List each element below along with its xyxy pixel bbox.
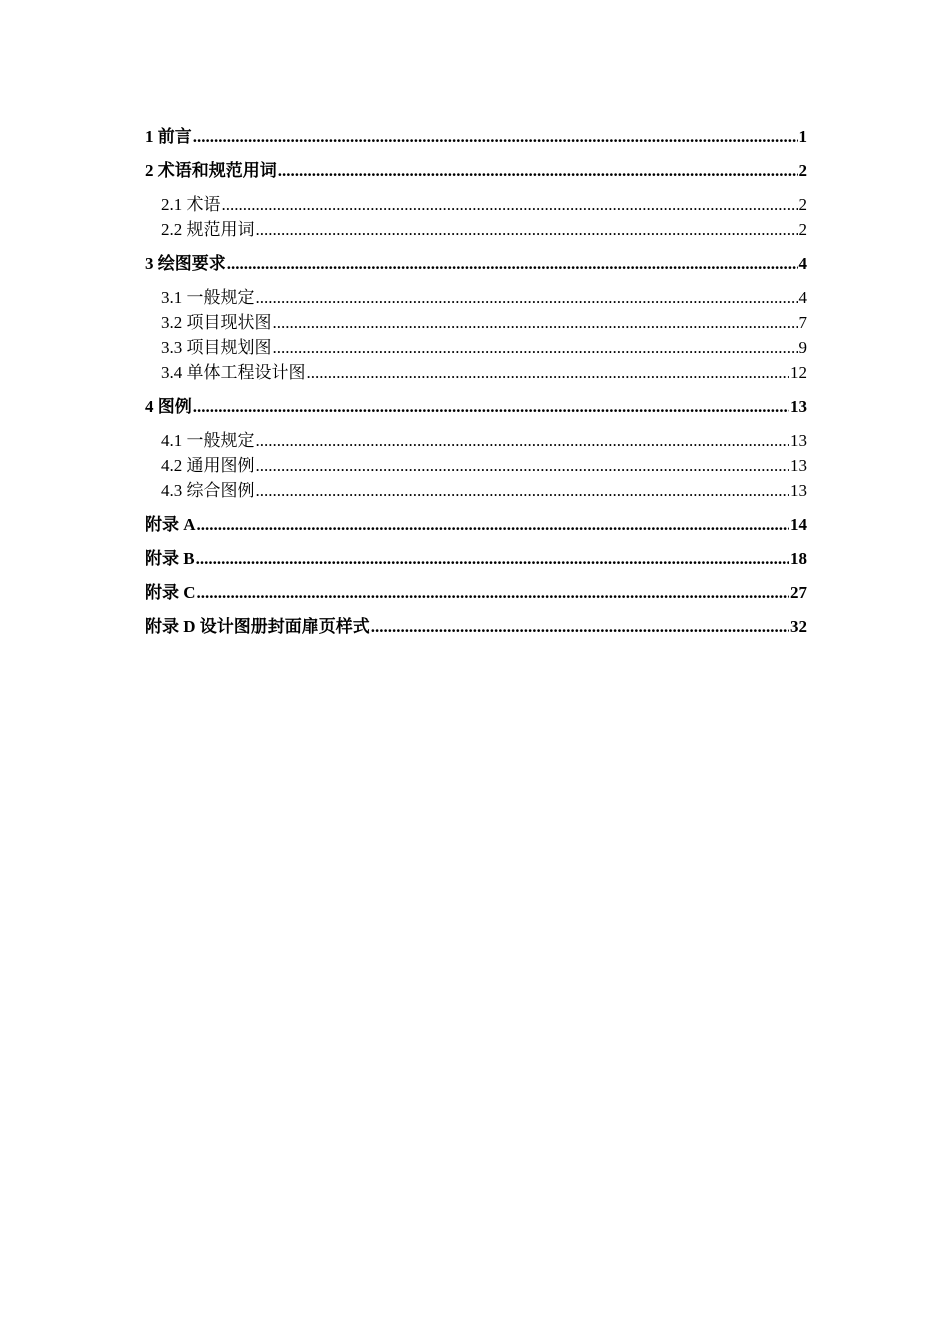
toc-leader-dots: [196, 546, 789, 571]
toc-entry-legend[interactable]: [145, 394, 807, 419]
toc-entry-title: 附录 C: [145, 583, 196, 602]
toc-entry-page: 13: [790, 481, 807, 500]
toc-leader-dots: [256, 428, 790, 453]
toc-entry-title: 3.1 一般规定: [161, 288, 255, 307]
toc-leader-dots: [197, 512, 789, 537]
toc-entry-title: 3.2 项目现状图: [161, 313, 272, 332]
toc-entry-foreword[interactable]: [145, 124, 807, 149]
toc-entry-terms-and-wording[interactable]: [145, 158, 807, 183]
toc-entry-title: 4.3 综合图例: [161, 481, 255, 500]
toc-entry-title: 4 图例: [145, 397, 192, 416]
toc-entry-title: 3 绘图要求: [145, 254, 226, 273]
toc-entry-planning-drawing[interactable]: [145, 335, 807, 360]
toc-entry-current-status-drawing[interactable]: [145, 310, 807, 335]
toc-leader-dots: [193, 124, 798, 149]
toc-entry-title: 4.1 一般规定: [161, 431, 255, 450]
toc-leader-dots: [193, 394, 789, 419]
toc-entry-unit-design-drawing[interactable]: [145, 360, 807, 385]
toc-leader-dots: [256, 285, 798, 310]
toc-entry-title: 附录 D 设计图册封面扉页样式: [145, 617, 370, 636]
toc-leader-dots: [307, 360, 790, 385]
toc-entry-legend-general-rules[interactable]: [145, 428, 807, 453]
toc-entry-appendix-b[interactable]: [145, 546, 807, 571]
toc-entry-title: 2.1 术语: [161, 195, 221, 214]
toc-entry-page: 32: [790, 617, 807, 636]
toc-entry-page: 12: [790, 363, 807, 382]
toc-entry-page: 13: [790, 431, 807, 450]
toc-entry-page: 1: [798, 127, 807, 146]
toc-leader-dots: [256, 453, 790, 478]
toc-entry-page: 13: [790, 397, 807, 416]
toc-entry-title: 1 前言: [145, 127, 192, 146]
toc-entry-page: 2: [798, 161, 807, 180]
toc-leader-dots: [371, 614, 789, 639]
toc-entry-title: 3.3 项目规划图: [161, 338, 272, 357]
toc-leader-dots: [273, 335, 798, 360]
toc-entry-page: 2: [798, 220, 807, 239]
toc-leader-dots: [227, 251, 798, 276]
toc-entry-title: 3.4 单体工程设计图: [161, 363, 306, 382]
toc-entry-page: 27: [790, 583, 807, 602]
toc-entry-title: 4.2 通用图例: [161, 456, 255, 475]
toc-leader-dots: [273, 310, 798, 335]
toc-entry-appendix-d[interactable]: [145, 614, 807, 639]
toc-entry-title: 2.2 规范用词: [161, 220, 255, 239]
toc-entry-page: 9: [798, 338, 807, 357]
toc-entry-drawing-requirements[interactable]: [145, 251, 807, 276]
toc-entry-composite-legend[interactable]: [145, 478, 807, 503]
toc-entry-page: 7: [798, 313, 807, 332]
toc-entry-common-legend[interactable]: [145, 453, 807, 478]
toc-entry-page: 14: [790, 515, 807, 534]
toc-entry-appendix-c[interactable]: [145, 580, 807, 605]
toc-leader-dots: [222, 192, 798, 217]
toc-entry-page: 4: [798, 254, 807, 273]
toc-leader-dots: [256, 217, 798, 242]
toc-entry-page: 4: [798, 288, 807, 307]
toc-entry-title: 附录 B: [145, 549, 195, 568]
toc-entry-page: 13: [790, 456, 807, 475]
toc-entry-standard-wording[interactable]: [145, 217, 807, 242]
toc-entry-page: 18: [790, 549, 807, 568]
toc-leader-dots: [256, 478, 790, 503]
toc-entry-page: 2: [798, 195, 807, 214]
toc-entry-title: 附录 A: [145, 515, 196, 534]
toc-entry-terms[interactable]: [145, 192, 807, 217]
toc-entry-general-rules[interactable]: [145, 285, 807, 310]
toc-leader-dots: [278, 158, 798, 183]
table-of-contents: [145, 124, 807, 639]
toc-leader-dots: [197, 580, 789, 605]
toc-entry-appendix-a[interactable]: [145, 512, 807, 537]
toc-entry-title: 2 术语和规范用词: [145, 161, 277, 180]
